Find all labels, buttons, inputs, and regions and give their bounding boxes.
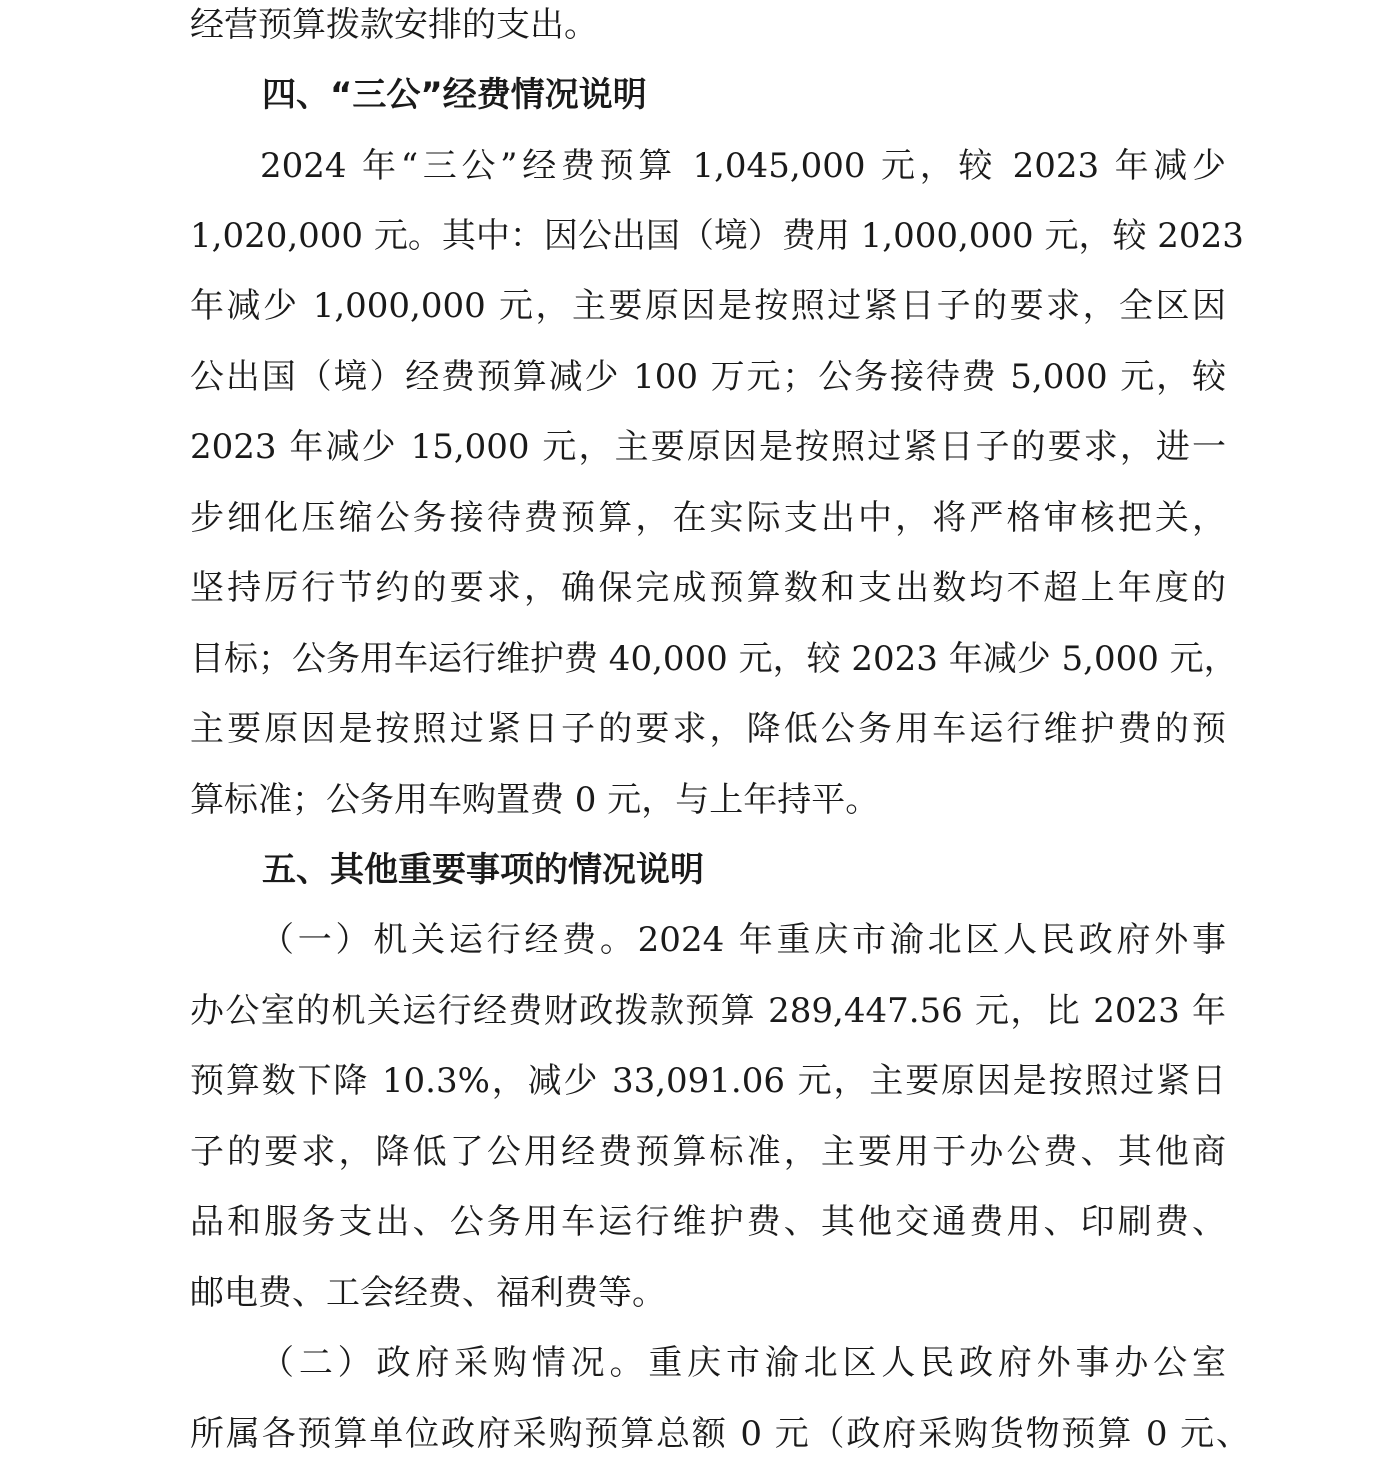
paragraph-line: 邮电费、工会经费、福利费等。: [190, 1273, 666, 1313]
paragraph-line: 1,020,000 元。其中：因公出国（境）费用 1,000,000 元，较 2023: [190, 216, 1244, 256]
paragraph-line: 算标准；公务用车购置费 0 元，与上年持平。: [190, 780, 880, 820]
paragraph-line: 2024 年“三公”经费预算 1,045,000 元，较 2023 年减少: [260, 146, 1226, 186]
paragraph-line: 步细化压缩公务接待费预算，在实际支出中，将严格审核把关，: [190, 498, 1226, 538]
paragraph-line: 经营预算拨款安排的支出。: [190, 5, 598, 45]
paragraph-line: （一）机关运行经费。2024 年重庆市渝北区人民政府外事: [260, 920, 1226, 960]
paragraph-line: 子的要求，降低了公用经费预算标准，主要用于办公费、其他商: [190, 1132, 1226, 1172]
paragraph-line: 所属各预算单位政府采购预算总额 0 元（政府采购货物预算 0 元、: [190, 1414, 1250, 1454]
section-heading-five: 五、其他重要事项的情况说明: [262, 850, 704, 890]
paragraph-line: 办公室的机关运行经费财政拨款预算 289,447.56 元，比 2023 年: [190, 991, 1226, 1031]
paragraph-line: （二）政府采购情况。重庆市渝北区人民政府外事办公室: [260, 1343, 1226, 1383]
paragraph-line: 预算数下降 10.3%，减少 33,091.06 元，主要原因是按照过紧日: [190, 1061, 1226, 1101]
paragraph-line: 年减少 1,000,000 元，主要原因是按照过紧日子的要求，全区因: [190, 286, 1226, 326]
section-heading-four: 四、“三公”经费情况说明: [262, 75, 647, 115]
paragraph-line: 2023 年减少 15,000 元，主要原因是按照过紧日子的要求，进一: [190, 427, 1226, 467]
paragraph-line: 公出国（境）经费预算减少 100 万元；公务接待费 5,000 元，较: [190, 357, 1226, 397]
paragraph-line: 坚持厉行节约的要求，确保完成预算数和支出数均不超上年度的: [190, 568, 1226, 608]
paragraph-line: 主要原因是按照过紧日子的要求，降低公务用车运行维护费的预: [190, 709, 1226, 749]
paragraph-line: 品和服务支出、公务用车运行维护费、其他交通费用、印刷费、: [190, 1202, 1226, 1242]
paragraph-line: 目标；公务用车运行维护费 40,000 元，较 2023 年减少 5,000 元，: [190, 639, 1238, 679]
